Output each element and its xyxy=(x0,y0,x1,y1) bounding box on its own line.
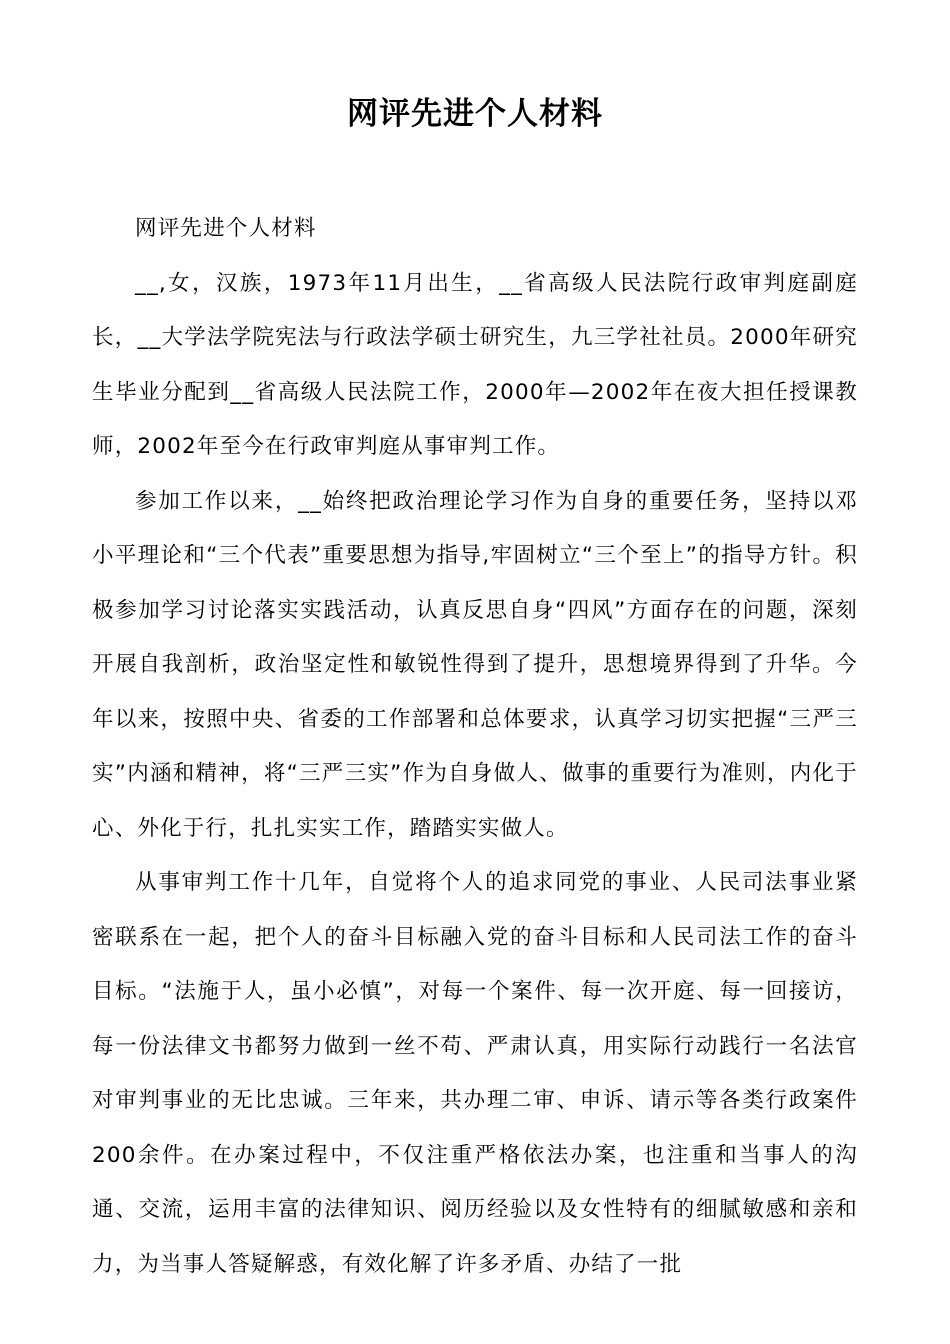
document-body xyxy=(92,202,858,1292)
document-title: 网评先进个人材料 xyxy=(347,96,603,132)
paragraph-bio: __,女，汉族，1973年11月出生，__省高级人民法院行政审判庭副庭长，__大学法学院宪法与行政法学硕士研究生，九三学社社员。2000年研究生毕业分配到__省高级人民法院工作，2000年—2002年在夜大担任授课教师，2002年至今在行政审判庭从事审判工作。 xyxy=(92,270,858,459)
paragraph-political-study: 参加工作以来，__始终把政治理论学习作为自身的重要任务，坚持以邓小平理论和“三个代表”重要思想为指导,牢固树立“三个至上”的指导方针。积极参加学习讨论落实实践活动，认真反思自身“四风”方面存在的问题，深刻开展自我剖析，政治坚定性和敏锐性得到了提升，思想境界得到了升华。今年以来，按照中央、省委的工作部署和总体要求，认真学习切实把握“三严三实”内涵和精神，将“三严三实”作为自身做人、做事的重要行为准则，内化于心、外化于行，扎扎实实工作，踏踏实实做人。 xyxy=(92,488,858,841)
paragraph-subtitle: 网评先进个人材料 xyxy=(135,216,317,241)
paragraph-judicial-work: 从事审判工作十几年，自觉将个人的追求同党的事业、人民司法事业紧密联系在一起，把个人的奋斗目标融入党的奋斗目标和人民司法工作的奋斗目标。“法施于人，虽小必慎”，对每一个案件、每一次开庭、每一回接访，每一份法律文书都努力做到一丝不苟、严肃认真，用实际行动践行一名法官对审判事业的无比忠诚。三年来，共办理二审、申诉、请示等各类行政案件200余件。在办案过程中，不仅注重严格依法办案，也注重和当事人的沟通、交流，运用丰富的法律知识、阅历经验以及女性特有的细腻敏感和亲和力，为当事人答疑解惑，有效化解了许多矛盾、办结了一批 xyxy=(92,870,858,1277)
